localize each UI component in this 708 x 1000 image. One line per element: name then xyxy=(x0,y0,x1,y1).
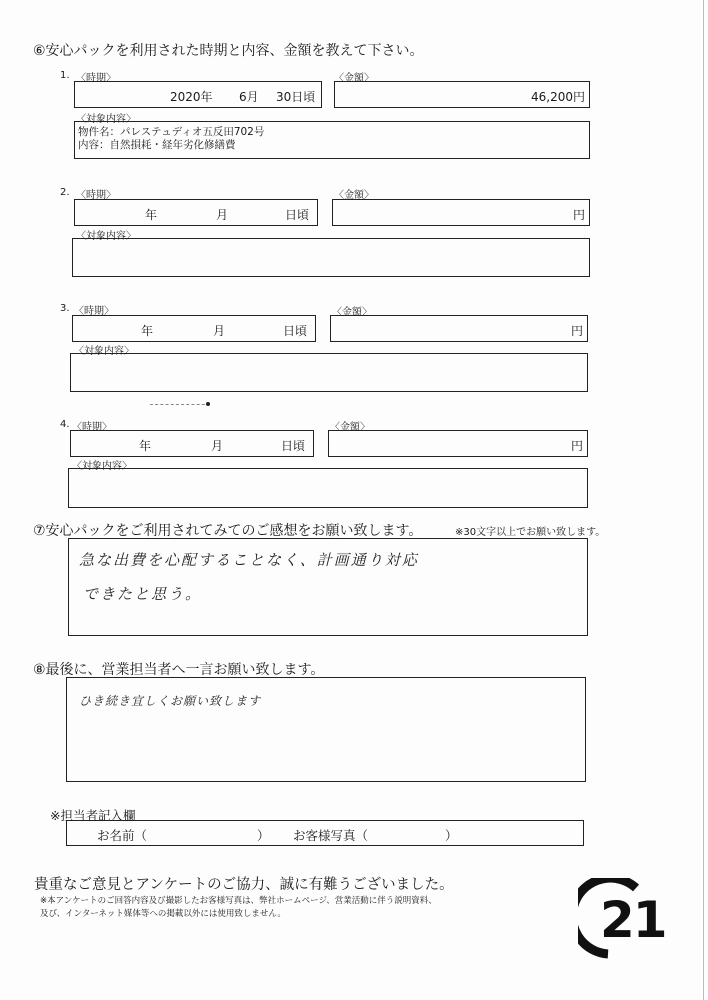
entry-4-year: 年 xyxy=(139,439,152,453)
entry-2-target-label: 〈対象内容〉 xyxy=(76,231,136,242)
entry-3-year: 年 xyxy=(141,324,154,338)
footer-note-line1: ※本アンケートのご回答内容及び撮影したお客様写真は、弊社ホームページ、営業活動に伴う説明資料、 xyxy=(40,896,437,906)
entry-1-period-label: 〈時期〉 xyxy=(76,73,116,84)
entry-3-target-box xyxy=(70,353,588,392)
staff-box xyxy=(66,820,584,846)
entry-1-target-label: 〈対象内容〉 xyxy=(76,114,136,125)
entry-1-month: 6月 xyxy=(239,90,259,104)
staff-name-label: お名前（ xyxy=(97,828,148,843)
entry-4-month: 月 xyxy=(211,439,224,453)
q7-title: ⑦安心パックをご利用されてみてのご感想をお願い致します。 xyxy=(33,523,423,539)
entry-2-amount-label: 〈金額〉 xyxy=(334,190,374,201)
page-edge-line xyxy=(703,0,704,1000)
entry-3-day: 日頃 xyxy=(283,324,308,338)
entry-4-period-box xyxy=(70,430,314,457)
entry-1-target-line2: 内容：自然損耗・経年劣化修繕費 xyxy=(78,139,236,151)
entry-4-target-box xyxy=(68,468,588,508)
q8-title: ⑧最後に、営業担当者へ一言お願い致します。 xyxy=(33,662,325,678)
q8-answer-box xyxy=(66,677,586,782)
entry-1-period-box xyxy=(74,81,322,108)
entry-4-period-label: 〈時期〉 xyxy=(72,422,112,433)
entry-1-number: 1. xyxy=(60,70,70,81)
entry-2-amount-box xyxy=(332,199,590,226)
entry-2-number: 2. xyxy=(60,187,70,198)
q8-answer-line1: ひき続き宜しくお願い致します xyxy=(79,694,262,708)
entry-3-number: 3. xyxy=(60,303,70,314)
entry-1-target-line1: 物件名：パレステュディオ五反田702号 xyxy=(78,126,265,138)
scan-dot xyxy=(206,402,210,406)
staff-name-close: ） xyxy=(257,828,270,843)
entry-2-period-box xyxy=(74,199,318,226)
staff-photo-label: お客様写真（ xyxy=(293,828,369,843)
entry-3-target-label: 〈対象内容〉 xyxy=(74,346,134,357)
entry-1-amount-label: 〈金額〉 xyxy=(334,73,374,84)
entry-1-day: 30日頃 xyxy=(276,90,316,104)
q7-answer-line2: できたと思う。 xyxy=(83,585,203,603)
entry-2-amount: 円 xyxy=(572,208,585,222)
q6-title: ⑥安心パックを利用された時期と内容、金額を教えて下さい。 xyxy=(33,43,424,59)
entry-4-target-label: 〈対象内容〉 xyxy=(72,461,132,472)
q7-note: ※30文字以上でお願い致します。 xyxy=(455,527,606,538)
entry-4-amount-box xyxy=(328,430,588,457)
entry-3-month: 月 xyxy=(213,324,226,338)
entry-3-period-label: 〈時期〉 xyxy=(74,306,114,317)
staff-title: ※担当者記入欄 xyxy=(50,808,136,823)
entry-2-day: 日頃 xyxy=(285,208,310,222)
entry-4-day: 日頃 xyxy=(281,439,306,453)
entry-2-target-box xyxy=(72,238,590,277)
entry-1-year: 2020年 xyxy=(170,90,213,104)
footer-thanks: 貴重なご意見とアンケートのご協力、誠に有難うございました。 xyxy=(34,877,454,893)
footer-note-line2: 及び、インターネット媒体等への掲載以外には使用致しません。 xyxy=(40,909,286,919)
entry-4-amount-label: 〈金額〉 xyxy=(330,422,370,433)
entry-1-amount: 46,200円 xyxy=(531,90,585,104)
logo-text: 21 xyxy=(600,891,666,949)
entry-2-year: 年 xyxy=(145,208,158,222)
entry-3-period-box xyxy=(72,315,316,342)
entry-3-amount-box xyxy=(330,315,588,342)
century21-logo xyxy=(578,878,668,960)
entry-2-period-label: 〈時期〉 xyxy=(76,190,116,201)
entry-4-amount: 円 xyxy=(570,439,583,453)
entry-3-amount: 円 xyxy=(570,324,583,338)
entry-4-number: 4. xyxy=(60,419,70,430)
staff-photo-close: ） xyxy=(445,828,458,843)
q7-answer-line1: 急な出費を心配することなく、計画通り対応 xyxy=(79,551,419,569)
entry-2-month: 月 xyxy=(216,208,229,222)
entry-1-amount-box xyxy=(334,81,590,108)
scan-mark xyxy=(150,404,210,406)
entry-1-target-box xyxy=(74,121,590,159)
entry-3-amount-label: 〈金額〉 xyxy=(332,307,372,318)
q7-answer-box xyxy=(68,538,588,636)
